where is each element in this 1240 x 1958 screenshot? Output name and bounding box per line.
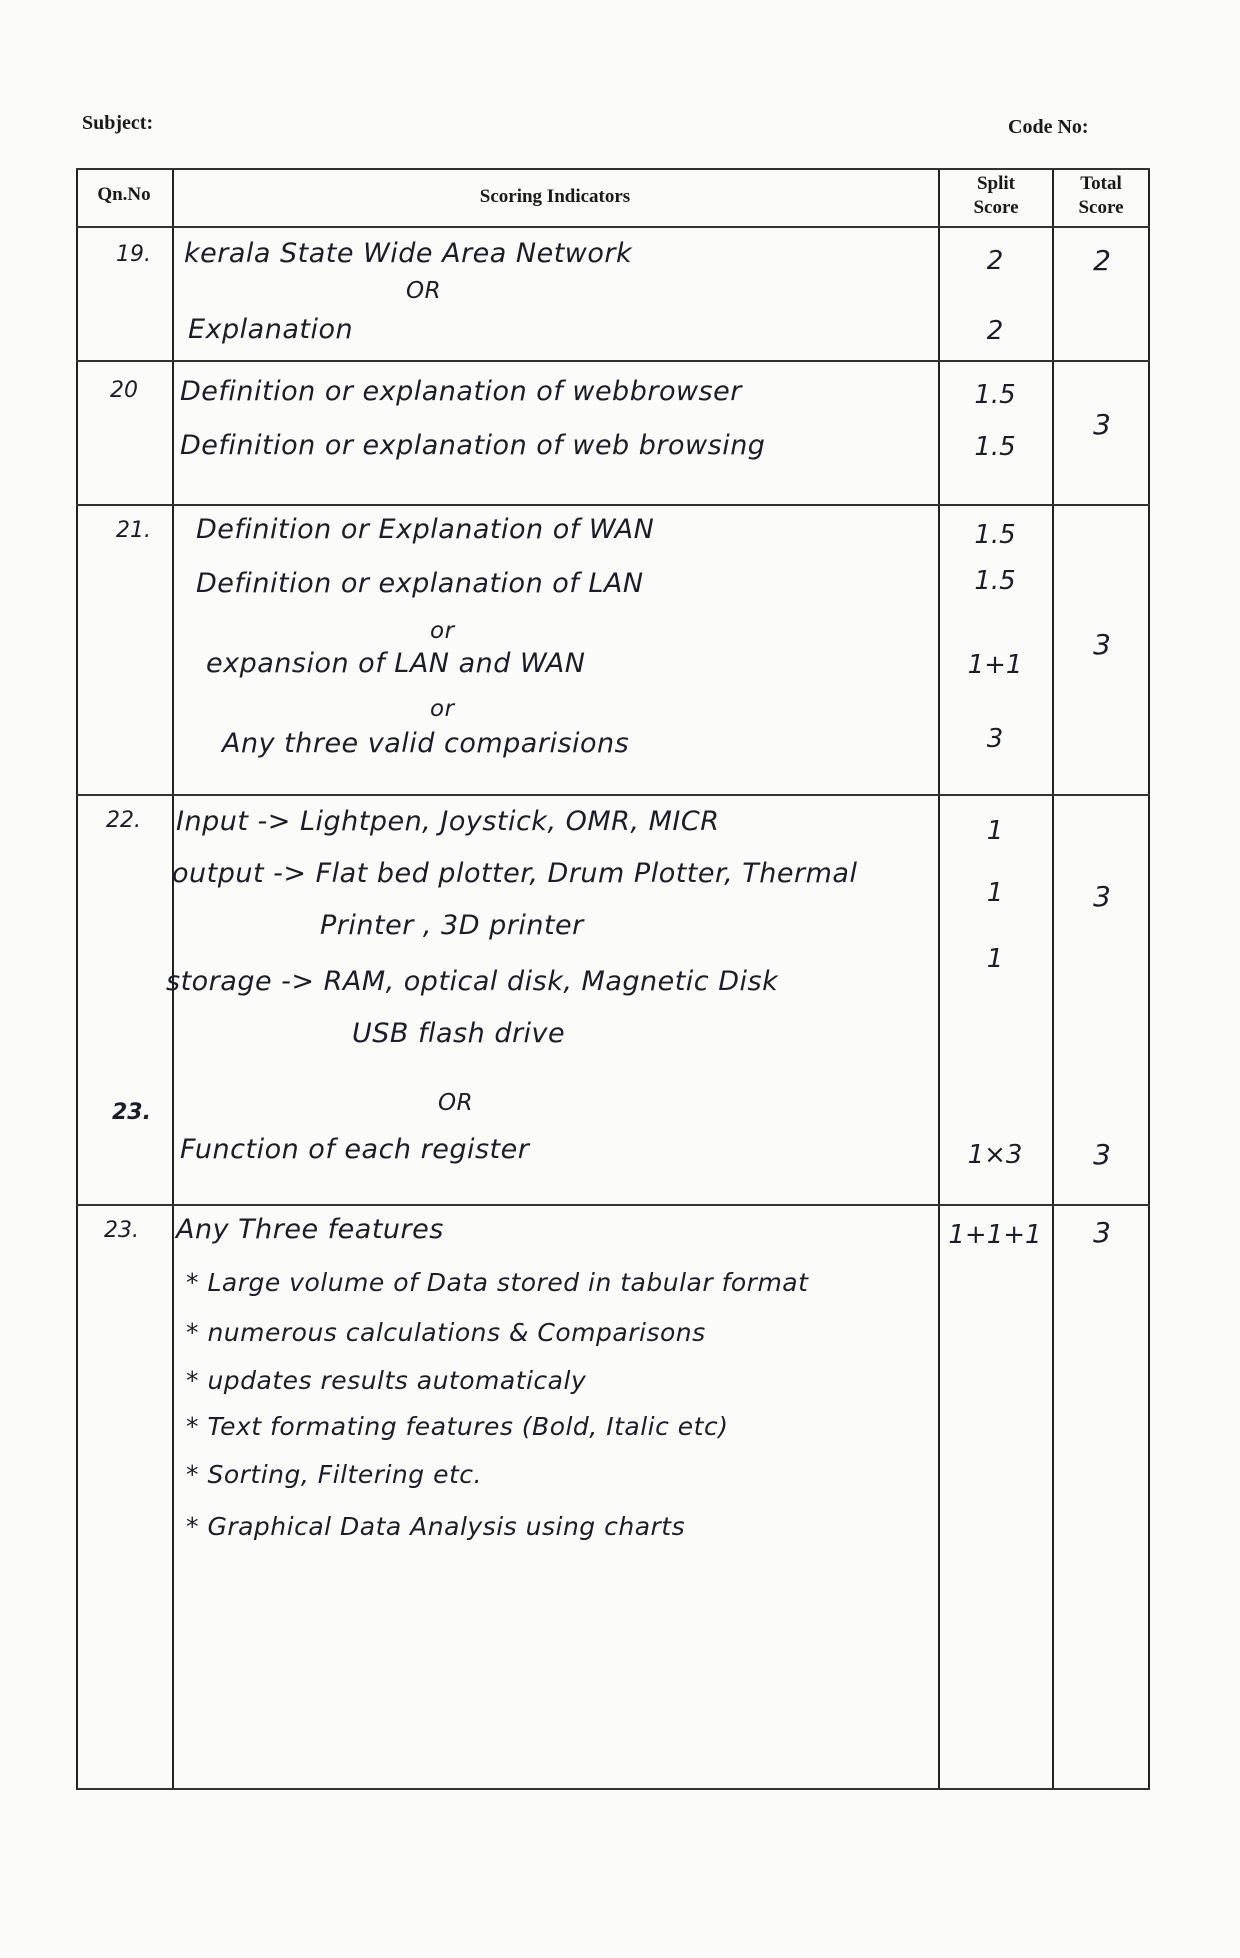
q21-split-1: 1.5 xyxy=(974,520,1016,550)
q23-total: 3 xyxy=(1093,1216,1111,1249)
q23-line-1: Any Three features xyxy=(176,1214,444,1245)
q19-line-2: Explanation xyxy=(188,314,354,345)
q23-split: 1+1+1 xyxy=(948,1220,1042,1250)
column-header-split: Split Score xyxy=(973,173,1019,218)
q22-line-5: USB flash drive xyxy=(352,1018,566,1049)
q20-line-1: Definition or explanation of webbrowser xyxy=(180,376,742,407)
column-header-qn: Qn.No xyxy=(97,184,151,205)
q21-line-2: Definition or explanation of LAN xyxy=(196,568,644,599)
question-number-20: 20 xyxy=(110,378,138,403)
q22-line-1: Input -> Lightpen, Joystick, OMR, MICR xyxy=(176,806,720,837)
q19-split-1: 2 xyxy=(986,246,1004,276)
question-number-22: 22. xyxy=(106,808,141,833)
q21-split-4: 3 xyxy=(986,724,1004,754)
q21-line-1: Definition or Explanation of WAN xyxy=(196,514,655,545)
q22-line-2: output -> Flat bed plotter, Drum Plotter, Thermal xyxy=(172,858,858,889)
q22-or: OR xyxy=(438,1090,474,1116)
table-border-left xyxy=(76,168,78,1790)
column-header-total: Total Score xyxy=(1078,173,1124,218)
q20-line-2: Definition or explanation of web browsing xyxy=(180,430,766,461)
q23-feature-3: * updates results automaticaly xyxy=(186,1366,587,1395)
q22-split-3: 1 xyxy=(986,944,1004,974)
q22-line-6: Function of each register xyxy=(180,1134,530,1165)
q23-feature-6: * Graphical Data Analysis using charts xyxy=(186,1512,686,1541)
q19-total: 2 xyxy=(1093,244,1111,277)
q22-total-2: 3 xyxy=(1093,1138,1111,1171)
scoring-table xyxy=(76,168,1150,1958)
q20-split-2: 1.5 xyxy=(974,432,1016,462)
subject-label: Subject: xyxy=(82,112,154,134)
q22-split-2: 1 xyxy=(986,878,1004,908)
q23-feature-2: * numerous calculations & Comparisons xyxy=(186,1318,706,1347)
column-divider-split xyxy=(938,168,940,1790)
q22-line-4: storage -> RAM, optical disk, Magnetic Disk xyxy=(166,966,779,997)
table-border-top xyxy=(76,168,1150,170)
row-divider-21 xyxy=(76,794,1150,796)
question-number-21: 21. xyxy=(116,518,151,543)
question-number-23: 23. xyxy=(104,1218,139,1243)
column-header-indicators: Scoring Indicators xyxy=(479,186,631,207)
q21-line-3: expansion of LAN and WAN xyxy=(206,648,586,679)
row-divider-20 xyxy=(76,504,1150,506)
q22-split-4: 1×3 xyxy=(967,1140,1023,1170)
q20-total: 3 xyxy=(1093,408,1111,441)
q20-split-1: 1.5 xyxy=(974,380,1016,410)
question-number-23-alt: 23. xyxy=(112,1100,151,1125)
row-divider-22 xyxy=(76,1204,1150,1206)
question-number-19: 19. xyxy=(116,242,151,267)
q21-or-1: or xyxy=(430,618,455,644)
q22-split-1: 1 xyxy=(986,816,1004,846)
q21-or-2: or xyxy=(430,696,455,722)
q21-total: 3 xyxy=(1093,628,1111,661)
q19-or: OR xyxy=(406,278,442,304)
q19-split-2: 2 xyxy=(986,316,1004,346)
q21-split-2: 1.5 xyxy=(974,566,1016,596)
q21-line-4: Any three valid comparisions xyxy=(222,728,630,759)
q22-line-3: Printer , 3D printer xyxy=(320,910,584,941)
q22-total-1: 3 xyxy=(1093,880,1111,913)
q23-feature-1: * Large volume of Data stored in tabular format xyxy=(186,1268,809,1297)
code-no-label: Code No: xyxy=(1008,116,1089,138)
row-divider-19 xyxy=(76,360,1150,362)
table-border-bottom xyxy=(76,1788,1150,1790)
q23-feature-5: * Sorting, Filtering etc. xyxy=(186,1460,482,1489)
q23-feature-4: * Text formating features (Bold, Italic etc) xyxy=(186,1412,729,1441)
q19-line-1: kerala State Wide Area Network xyxy=(184,238,633,269)
header-divider xyxy=(76,226,1150,228)
q21-split-3: 1+1 xyxy=(967,650,1023,680)
